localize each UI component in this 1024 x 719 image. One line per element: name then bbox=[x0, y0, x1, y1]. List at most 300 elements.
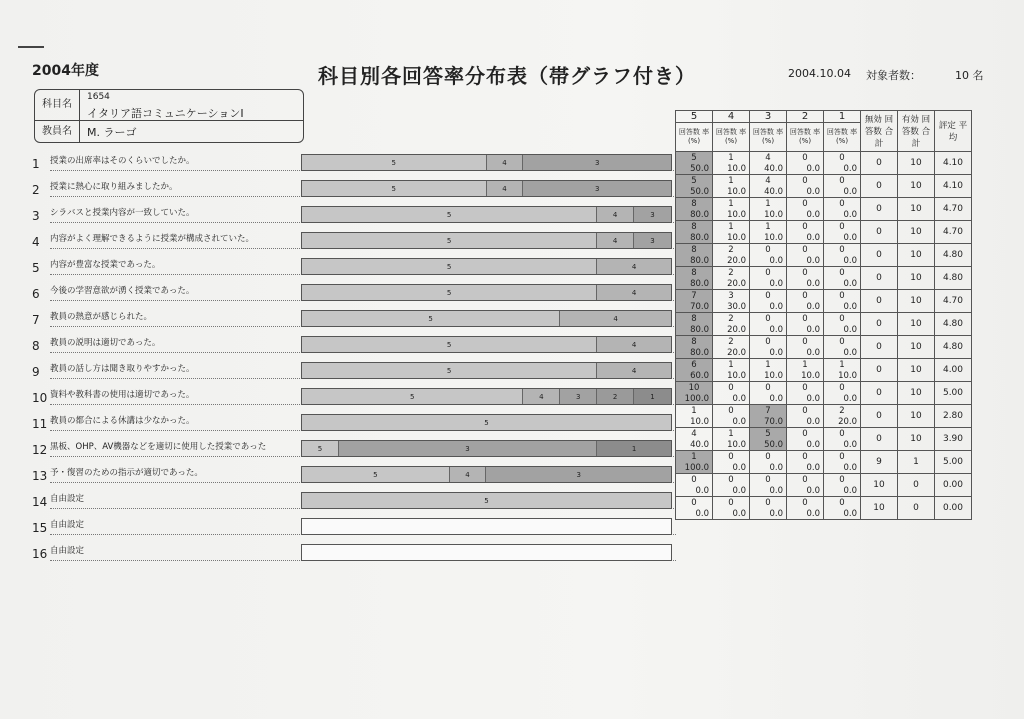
bar-segment-2: 2 bbox=[597, 389, 634, 404]
invalid-total-cell: 0 bbox=[861, 244, 898, 267]
subject-name: イタリア語コミュニケーションⅠ bbox=[87, 107, 244, 120]
count-cell: 0 bbox=[824, 474, 861, 486]
invalid-total-cell: 0 bbox=[861, 198, 898, 221]
rate-cell: 100.0 bbox=[676, 462, 713, 474]
count-cell: 0 bbox=[824, 428, 861, 440]
bar-segment-5: 5 bbox=[302, 259, 597, 274]
answer-distribution-bar bbox=[301, 492, 672, 509]
rate-cell: 0.0 bbox=[787, 393, 824, 405]
count-cell: 0 bbox=[750, 336, 787, 348]
invalid-total-cell: 0 bbox=[861, 221, 898, 244]
count-cell: 1 bbox=[713, 198, 750, 210]
count-cell: 1 bbox=[787, 359, 824, 371]
answer-distribution-bar bbox=[301, 440, 672, 457]
count-cell: 0 bbox=[713, 405, 750, 417]
question-text: 自由設定 bbox=[50, 546, 85, 556]
bar-segment-5: 5 bbox=[302, 441, 339, 456]
question-number: 10 bbox=[32, 391, 48, 405]
count-cell: 0 bbox=[787, 267, 824, 279]
rate-cell: 0.0 bbox=[713, 485, 750, 497]
year: 2004年度 bbox=[32, 63, 99, 79]
count-cell: 2 bbox=[713, 267, 750, 279]
question-text: 内容が豊富な授業であった。 bbox=[50, 260, 161, 270]
count-cell: 0 bbox=[787, 451, 824, 463]
bar-segment-5: 5 bbox=[302, 155, 487, 170]
rate-cell: 0.0 bbox=[824, 255, 861, 267]
valid-total-cell: 1 bbox=[898, 451, 935, 474]
bar-segment-5: 5 bbox=[302, 285, 597, 300]
count-cell: 0 bbox=[787, 382, 824, 394]
rate-cell: 0.0 bbox=[787, 324, 824, 336]
rate-cell: 20.0 bbox=[713, 255, 750, 267]
rate-cell: 0.0 bbox=[750, 508, 787, 520]
teacher-name: M. ラーゴ bbox=[87, 126, 137, 139]
rate-cell: 10.0 bbox=[787, 370, 824, 382]
average-cell: 4.80 bbox=[935, 313, 972, 336]
result-row bbox=[676, 382, 972, 394]
answer-distribution-bar bbox=[301, 284, 672, 301]
rate-cell: 10.0 bbox=[713, 370, 750, 382]
question-number: 12 bbox=[32, 443, 48, 457]
count-cell: 1 bbox=[750, 221, 787, 233]
question-number: 14 bbox=[32, 495, 48, 509]
sub-header: 回答数 率(%) bbox=[824, 123, 861, 152]
rate-cell: 0.0 bbox=[750, 301, 787, 313]
average-cell: 4.80 bbox=[935, 244, 972, 267]
count-cell: 8 bbox=[676, 198, 713, 210]
count-cell: 0 bbox=[750, 267, 787, 279]
rate-cell: 100.0 bbox=[676, 393, 713, 405]
answer-distribution-bar bbox=[301, 154, 672, 171]
rate-cell: 80.0 bbox=[676, 232, 713, 244]
bar-segment-4: 4 bbox=[597, 259, 671, 274]
invalid-total-cell: 0 bbox=[861, 290, 898, 313]
question-text: 教員の説明は適切であった。 bbox=[50, 338, 161, 348]
rate-cell: 40.0 bbox=[676, 439, 713, 451]
count-cell: 0 bbox=[787, 152, 824, 164]
bar-segment-4: 4 bbox=[597, 207, 634, 222]
rate-cell: 0.0 bbox=[787, 485, 824, 497]
invalid-total-cell: 0 bbox=[861, 405, 898, 428]
rate-cell: 0.0 bbox=[750, 462, 787, 474]
corner-mark bbox=[18, 46, 44, 48]
count-cell: 0 bbox=[824, 451, 861, 463]
count-cell: 2 bbox=[824, 405, 861, 417]
valid-total-cell: 10 bbox=[898, 221, 935, 244]
bar-segment-3: 3 bbox=[339, 441, 597, 456]
invalid-total-cell: 9 bbox=[861, 451, 898, 474]
question-text: 資料や教科書の使用は適切であった。 bbox=[50, 390, 195, 400]
bar-segment-5: 5 bbox=[302, 467, 450, 482]
valid-total-cell: 10 bbox=[898, 313, 935, 336]
valid-total-cell: 10 bbox=[898, 244, 935, 267]
invalid-total-cell: 0 bbox=[861, 267, 898, 290]
bar-segment-5: 5 bbox=[302, 233, 597, 248]
result-row bbox=[676, 267, 972, 279]
question-text: 教員の熱意が感じられた。 bbox=[50, 312, 153, 322]
count-cell: 0 bbox=[750, 290, 787, 302]
rate-cell: 0.0 bbox=[713, 462, 750, 474]
subject-code: 1654 bbox=[87, 92, 110, 102]
question-text: 教員の都合による休講は少なかった。 bbox=[50, 416, 195, 426]
rate-cell: 60.0 bbox=[676, 370, 713, 382]
valid-total-cell: 0 bbox=[898, 474, 935, 497]
count-cell: 8 bbox=[676, 336, 713, 348]
rate-cell: 0.0 bbox=[750, 393, 787, 405]
rate-cell: 0.0 bbox=[824, 324, 861, 336]
rate-cell: 10.0 bbox=[713, 209, 750, 221]
rate-cell: 0.0 bbox=[787, 163, 824, 175]
invalid-total-cell: 10 bbox=[861, 497, 898, 520]
result-row bbox=[676, 497, 972, 509]
rate-cell: 0.0 bbox=[750, 278, 787, 290]
rate-cell: 50.0 bbox=[750, 439, 787, 451]
rate-cell: 0.0 bbox=[824, 278, 861, 290]
rate-cell: 10.0 bbox=[713, 186, 750, 198]
result-row bbox=[676, 474, 972, 486]
rate-cell: 0.0 bbox=[787, 508, 824, 520]
bar-segment-1: 1 bbox=[597, 441, 671, 456]
rate-cell: 10.0 bbox=[676, 416, 713, 428]
count-cell: 0 bbox=[824, 221, 861, 233]
question-text: 自由設定 bbox=[50, 494, 85, 504]
count-cell: 3 bbox=[713, 290, 750, 302]
average-cell: 5.00 bbox=[935, 451, 972, 474]
answer-distribution-bar bbox=[301, 388, 672, 405]
rate-cell: 0.0 bbox=[824, 393, 861, 405]
count-cell: 0 bbox=[787, 175, 824, 187]
average-cell: 4.80 bbox=[935, 267, 972, 290]
rate-cell: 40.0 bbox=[750, 186, 787, 198]
valid-total-cell: 10 bbox=[898, 359, 935, 382]
average-cell: 4.70 bbox=[935, 221, 972, 244]
score-5-header: 5 bbox=[676, 111, 713, 123]
rate-cell: 10.0 bbox=[750, 232, 787, 244]
count-cell: 1 bbox=[824, 359, 861, 371]
rate-cell: 0.0 bbox=[824, 485, 861, 497]
invalid-total-cell: 0 bbox=[861, 382, 898, 405]
bar-segment-4: 4 bbox=[597, 285, 671, 300]
count-cell: 0 bbox=[824, 497, 861, 509]
rate-cell: 0.0 bbox=[676, 485, 713, 497]
rate-cell: 0.0 bbox=[713, 508, 750, 520]
rate-cell: 0.0 bbox=[787, 232, 824, 244]
valid-total-cell: 10 bbox=[898, 336, 935, 359]
count-cell: 5 bbox=[676, 152, 713, 164]
bar-segment-3: 3 bbox=[523, 155, 671, 170]
rate-cell: 80.0 bbox=[676, 209, 713, 221]
question-number: 15 bbox=[32, 521, 48, 535]
bar-segment-5: 5 bbox=[302, 181, 487, 196]
invalid-total-cell: 0 bbox=[861, 428, 898, 451]
answer-distribution-bar bbox=[301, 414, 672, 431]
count-cell: 0 bbox=[787, 290, 824, 302]
question-text: 今後の学習意欲が湧く授業であった。 bbox=[50, 286, 195, 296]
bar-segment-5: 5 bbox=[302, 415, 671, 430]
count-cell: 0 bbox=[824, 382, 861, 394]
count-cell: 4 bbox=[750, 175, 787, 187]
sub-header: 回答数 率(%) bbox=[750, 123, 787, 152]
question-number: 4 bbox=[32, 235, 40, 249]
valid-total-cell: 10 bbox=[898, 267, 935, 290]
average-cell: 5.00 bbox=[935, 382, 972, 405]
sub-header: 回答数 率(%) bbox=[676, 123, 713, 152]
rate-cell: 0.0 bbox=[824, 232, 861, 244]
count-cell: 8 bbox=[676, 244, 713, 256]
rate-cell: 0.0 bbox=[824, 163, 861, 175]
count-cell: 4 bbox=[750, 152, 787, 164]
count-cell: 5 bbox=[750, 428, 787, 440]
count-cell: 0 bbox=[750, 382, 787, 394]
rate-cell: 30.0 bbox=[713, 301, 750, 313]
count-cell: 8 bbox=[676, 267, 713, 279]
count-cell: 0 bbox=[787, 428, 824, 440]
bar-segment-1: 1 bbox=[634, 389, 671, 404]
rate-cell: 20.0 bbox=[713, 278, 750, 290]
count-cell: 0 bbox=[750, 474, 787, 486]
count-cell: 0 bbox=[713, 497, 750, 509]
result-row bbox=[676, 405, 972, 417]
question-number: 8 bbox=[32, 339, 40, 353]
report-date: 2004.10.04 bbox=[788, 67, 851, 80]
count-cell: 1 bbox=[713, 359, 750, 371]
result-row bbox=[676, 221, 972, 233]
answer-distribution-bar bbox=[301, 544, 672, 561]
invalid-total-cell: 0 bbox=[861, 359, 898, 382]
question-number: 2 bbox=[32, 183, 40, 197]
valid-total-cell: 10 bbox=[898, 405, 935, 428]
rate-cell: 10.0 bbox=[713, 163, 750, 175]
count-cell: 0 bbox=[824, 336, 861, 348]
bar-segment-3: 3 bbox=[486, 467, 671, 482]
count-cell: 0 bbox=[787, 336, 824, 348]
subject-label: 科目名 bbox=[35, 90, 80, 120]
invalid-total-cell: 0 bbox=[861, 336, 898, 359]
result-row bbox=[676, 336, 972, 348]
valid-header: 有効 回答数 合計 bbox=[898, 111, 935, 152]
question-number: 6 bbox=[32, 287, 40, 301]
rate-cell: 0.0 bbox=[713, 393, 750, 405]
count-cell: 5 bbox=[676, 175, 713, 187]
rate-cell: 70.0 bbox=[676, 301, 713, 313]
count-cell: 0 bbox=[713, 474, 750, 486]
result-row bbox=[676, 359, 972, 371]
average-cell: 4.70 bbox=[935, 198, 972, 221]
result-row bbox=[676, 244, 972, 256]
result-row bbox=[676, 290, 972, 302]
score-3-header: 3 bbox=[750, 111, 787, 123]
count-cell: 0 bbox=[824, 244, 861, 256]
answer-distribution-bar bbox=[301, 362, 672, 379]
teacher-label: 教員名 bbox=[35, 121, 80, 142]
rate-cell: 80.0 bbox=[676, 324, 713, 336]
bar-segment-4: 4 bbox=[487, 181, 524, 196]
count-cell: 2 bbox=[713, 313, 750, 325]
rate-cell: 0.0 bbox=[787, 301, 824, 313]
valid-total-cell: 10 bbox=[898, 175, 935, 198]
rate-cell: 0.0 bbox=[824, 186, 861, 198]
average-cell: 4.10 bbox=[935, 175, 972, 198]
sub-header: 回答数 率(%) bbox=[713, 123, 750, 152]
rate-cell: 0.0 bbox=[824, 439, 861, 451]
rate-cell: 80.0 bbox=[676, 255, 713, 267]
rate-cell: 0.0 bbox=[750, 485, 787, 497]
rate-cell: 10.0 bbox=[824, 370, 861, 382]
count-cell: 0 bbox=[787, 497, 824, 509]
invalid-total-cell: 0 bbox=[861, 175, 898, 198]
rate-cell: 10.0 bbox=[713, 232, 750, 244]
valid-total-cell: 10 bbox=[898, 290, 935, 313]
question-text: 授業の出席率はそのくらいでしたか。 bbox=[50, 156, 195, 166]
average-cell: 4.10 bbox=[935, 152, 972, 175]
rate-cell: 10.0 bbox=[750, 370, 787, 382]
count-cell: 0 bbox=[787, 221, 824, 233]
avg-header: 評定 平均 bbox=[935, 111, 972, 152]
count-cell: 2 bbox=[713, 244, 750, 256]
count-cell: 0 bbox=[824, 198, 861, 210]
answer-distribution-bar bbox=[301, 310, 672, 327]
rate-cell: 0.0 bbox=[750, 347, 787, 359]
bar-segment-4: 4 bbox=[597, 233, 634, 248]
average-cell: 2.80 bbox=[935, 405, 972, 428]
answer-distribution-bar bbox=[301, 258, 672, 275]
count-cell: 0 bbox=[824, 175, 861, 187]
question-text: 授業に熱心に取り組みましたか。 bbox=[50, 182, 178, 192]
rate-cell: 0.0 bbox=[787, 347, 824, 359]
count-cell: 0 bbox=[824, 152, 861, 164]
score-2-header: 2 bbox=[787, 111, 824, 123]
rate-cell: 80.0 bbox=[676, 347, 713, 359]
bar-segment-5: 5 bbox=[302, 389, 523, 404]
count-cell: 0 bbox=[713, 451, 750, 463]
question-number: 16 bbox=[32, 547, 48, 561]
rate-cell: 0.0 bbox=[713, 416, 750, 428]
question-text: 教員の話し方は聞き取りやすかった。 bbox=[50, 364, 195, 374]
bar-segment-3: 3 bbox=[634, 207, 671, 222]
rate-cell: 0.0 bbox=[787, 255, 824, 267]
average-cell: 0.00 bbox=[935, 474, 972, 497]
count-cell: 7 bbox=[750, 405, 787, 417]
rate-cell: 50.0 bbox=[676, 186, 713, 198]
count-cell: 1 bbox=[713, 428, 750, 440]
valid-total-cell: 10 bbox=[898, 198, 935, 221]
rate-cell: 10.0 bbox=[750, 209, 787, 221]
count-cell: 0 bbox=[824, 313, 861, 325]
result-row bbox=[676, 428, 972, 440]
count-cell: 7 bbox=[676, 290, 713, 302]
count-cell: 0 bbox=[750, 244, 787, 256]
valid-total-cell: 10 bbox=[898, 382, 935, 405]
rate-cell: 20.0 bbox=[824, 416, 861, 428]
question-text: 黒板、OHP、AV機器などを適切に使用した授業であった bbox=[50, 442, 267, 452]
count-cell: 0 bbox=[824, 267, 861, 279]
count-cell: 1 bbox=[713, 221, 750, 233]
valid-total-cell: 10 bbox=[898, 152, 935, 175]
count-cell: 1 bbox=[750, 359, 787, 371]
bar-segment-3: 3 bbox=[560, 389, 597, 404]
average-cell: 4.80 bbox=[935, 336, 972, 359]
count-cell: 0 bbox=[787, 244, 824, 256]
question-number: 7 bbox=[32, 313, 40, 327]
count-cell: 0 bbox=[750, 313, 787, 325]
count-cell: 1 bbox=[713, 175, 750, 187]
rate-cell: 0.0 bbox=[787, 209, 824, 221]
score-1-header: 1 bbox=[824, 111, 861, 123]
rate-cell: 0.0 bbox=[824, 508, 861, 520]
results-table bbox=[675, 110, 972, 520]
bar-segment-4: 4 bbox=[597, 363, 671, 378]
rate-cell: 0.0 bbox=[787, 278, 824, 290]
result-row bbox=[676, 451, 972, 463]
respondent-count-label: 対象者数： bbox=[866, 69, 921, 82]
invalid-total-cell: 0 bbox=[861, 152, 898, 175]
question-text: 予・復習のための指示が適切であった。 bbox=[50, 468, 203, 478]
rate-cell: 0.0 bbox=[787, 439, 824, 451]
rate-cell: 0.0 bbox=[787, 186, 824, 198]
valid-total-cell: 0 bbox=[898, 497, 935, 520]
rate-cell: 0.0 bbox=[824, 462, 861, 474]
count-cell: 0 bbox=[713, 382, 750, 394]
question-number: 5 bbox=[32, 261, 40, 275]
count-cell: 4 bbox=[676, 428, 713, 440]
answer-distribution-bar bbox=[301, 518, 672, 535]
sub-header: 回答数 率(%) bbox=[787, 123, 824, 152]
count-cell: 1 bbox=[750, 198, 787, 210]
rate-cell: 40.0 bbox=[750, 163, 787, 175]
count-cell: 0 bbox=[750, 451, 787, 463]
average-cell: 4.70 bbox=[935, 290, 972, 313]
count-cell: 0 bbox=[787, 405, 824, 417]
average-cell: 4.00 bbox=[935, 359, 972, 382]
answer-distribution-bar bbox=[301, 232, 672, 249]
bar-segment-5: 5 bbox=[302, 337, 597, 352]
rate-cell: 70.0 bbox=[750, 416, 787, 428]
rate-cell: 10.0 bbox=[713, 439, 750, 451]
question-number: 9 bbox=[32, 365, 40, 379]
rate-cell: 80.0 bbox=[676, 278, 713, 290]
rate-cell: 0.0 bbox=[824, 347, 861, 359]
score-4-header: 4 bbox=[713, 111, 750, 123]
rate-cell: 50.0 bbox=[676, 163, 713, 175]
course-info-box bbox=[34, 89, 304, 143]
question-number: 11 bbox=[32, 417, 48, 431]
average-cell: 0.00 bbox=[935, 497, 972, 520]
result-row bbox=[676, 152, 972, 164]
question-text: 自由設定 bbox=[50, 520, 85, 530]
invalid-header: 無効 回答数 合計 bbox=[861, 111, 898, 152]
bar-segment-5: 5 bbox=[302, 311, 560, 326]
count-cell: 0 bbox=[787, 474, 824, 486]
question-number: 3 bbox=[32, 209, 40, 223]
average-cell: 3.90 bbox=[935, 428, 972, 451]
question-text: 内容がよく理解できるように授業が構成されていた。 bbox=[50, 234, 255, 244]
count-cell: 1 bbox=[713, 152, 750, 164]
count-cell: 0 bbox=[787, 198, 824, 210]
bar-segment-5: 5 bbox=[302, 363, 597, 378]
bar-segment-5: 5 bbox=[302, 493, 671, 508]
bar-segment-4: 4 bbox=[487, 155, 524, 170]
question-number: 1 bbox=[32, 157, 40, 171]
bar-segment-5: 5 bbox=[302, 207, 597, 222]
count-cell: 0 bbox=[676, 474, 713, 486]
count-cell: 0 bbox=[750, 497, 787, 509]
count-cell: 8 bbox=[676, 221, 713, 233]
result-row bbox=[676, 313, 972, 325]
answer-distribution-bar bbox=[301, 206, 672, 223]
count-cell: 0 bbox=[676, 497, 713, 509]
result-row bbox=[676, 175, 972, 187]
rate-cell: 0.0 bbox=[787, 416, 824, 428]
